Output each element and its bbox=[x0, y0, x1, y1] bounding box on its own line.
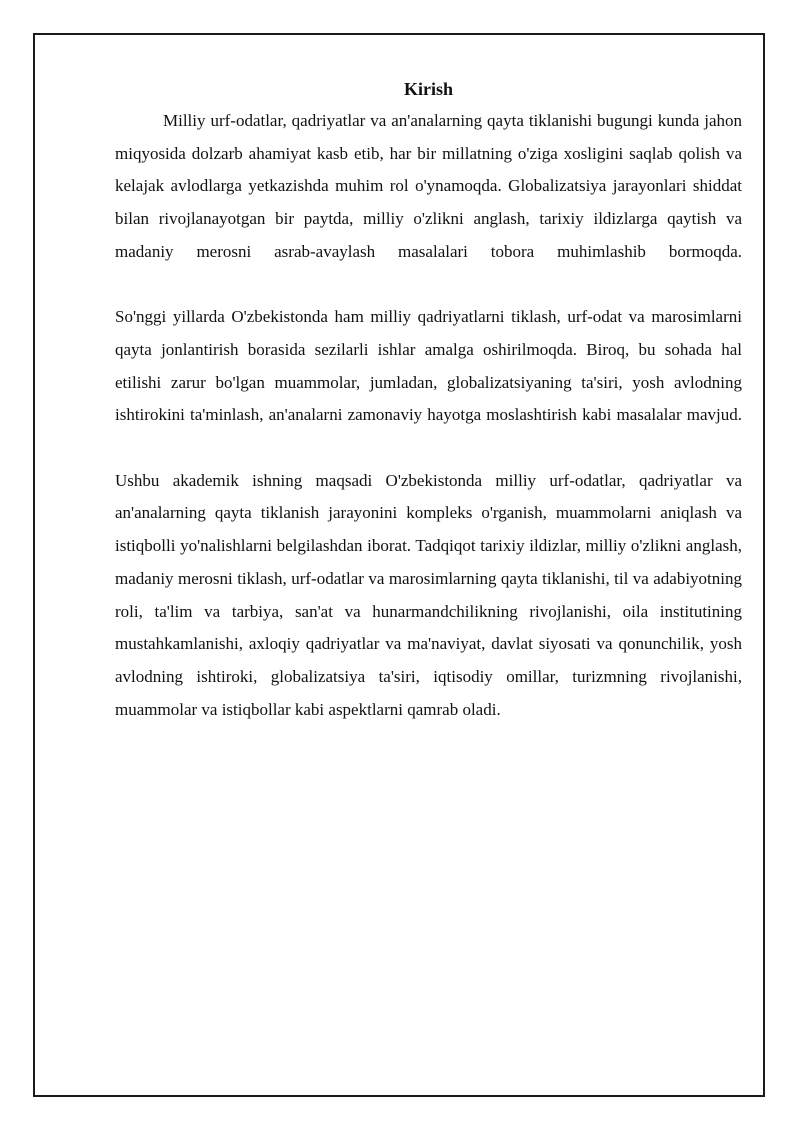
section-title: Kirish bbox=[403, 79, 453, 99]
paragraph-context: So'nggi yillarda O'zbekistonda ham milliy qadriyatlarni tiklash, urf-odat va marosimlarni qayta jonlantirish borasida sezilarli ishlar amalga oshirilmoqda. Biroq, bu sohada hal etilishi zarur bo'lgan muammolar, jumladan, globalizatsiyaning ta'siri, yosh avlodning ishtirokini ta'minlash, an'analarni zamonaviy hayotga moslashtirish kabi masalalar mavjud. bbox=[115, 307, 742, 425]
document-body bbox=[115, 77, 742, 726]
paragraph-aim: Ushbu akademik ishning maqsadi O'zbekistonda milliy urf-odatlar, qadriyatlar va an'analarning qayta tiklanish jarayonini kompleks o'rganish, muammolarni aniqlash va istiqbolli yo'nalishlarni belgilashdan iborat. Tadqiqot tarixiy ildizlar, milliy o'zlikni anglash, madaniy merosni tiklash, urf-odatlar va marosimlarning qayta tiklanishi, til va adabiyotning roli, ta'lim va tarbiya, san'at va hunarmandchilikning rivojlanishi, oila institutining mustahkamlanishi, axloqiy qadriyatlar va ma'naviyat, davlat siyosati va qonunchilik, yosh avlodning ishtiroki, globalizatsiya ta'siri, iqtisodiy omillar, turizmning rivojlanishi, muammolar va istiqbollar kabi aspektlarni qamrab oladi. bbox=[115, 470, 742, 719]
paragraph-spacer bbox=[115, 269, 742, 302]
paragraph-intro: Milliy urf-odatlar, qadriyatlar va an'analarning qayta tiklanishi bugungi kunda jahon miqyosida dolzarb ahamiyat kasb etib, har bir millatning o'ziga xosligini saqlab qolish va kelajak avlodlarga yetkazishda muhim rol o'ynamoqda. Globalizatsiya jarayonlari shiddat bilan rivojlanayotgan bir paytda, milliy o'zlikni anglash, tarixiy ildizlarga qaytish va madaniy merosni asrab-avaylash masalalari tobora muhimlashib bormoqda. bbox=[115, 111, 742, 261]
paragraph-spacer bbox=[115, 432, 742, 465]
